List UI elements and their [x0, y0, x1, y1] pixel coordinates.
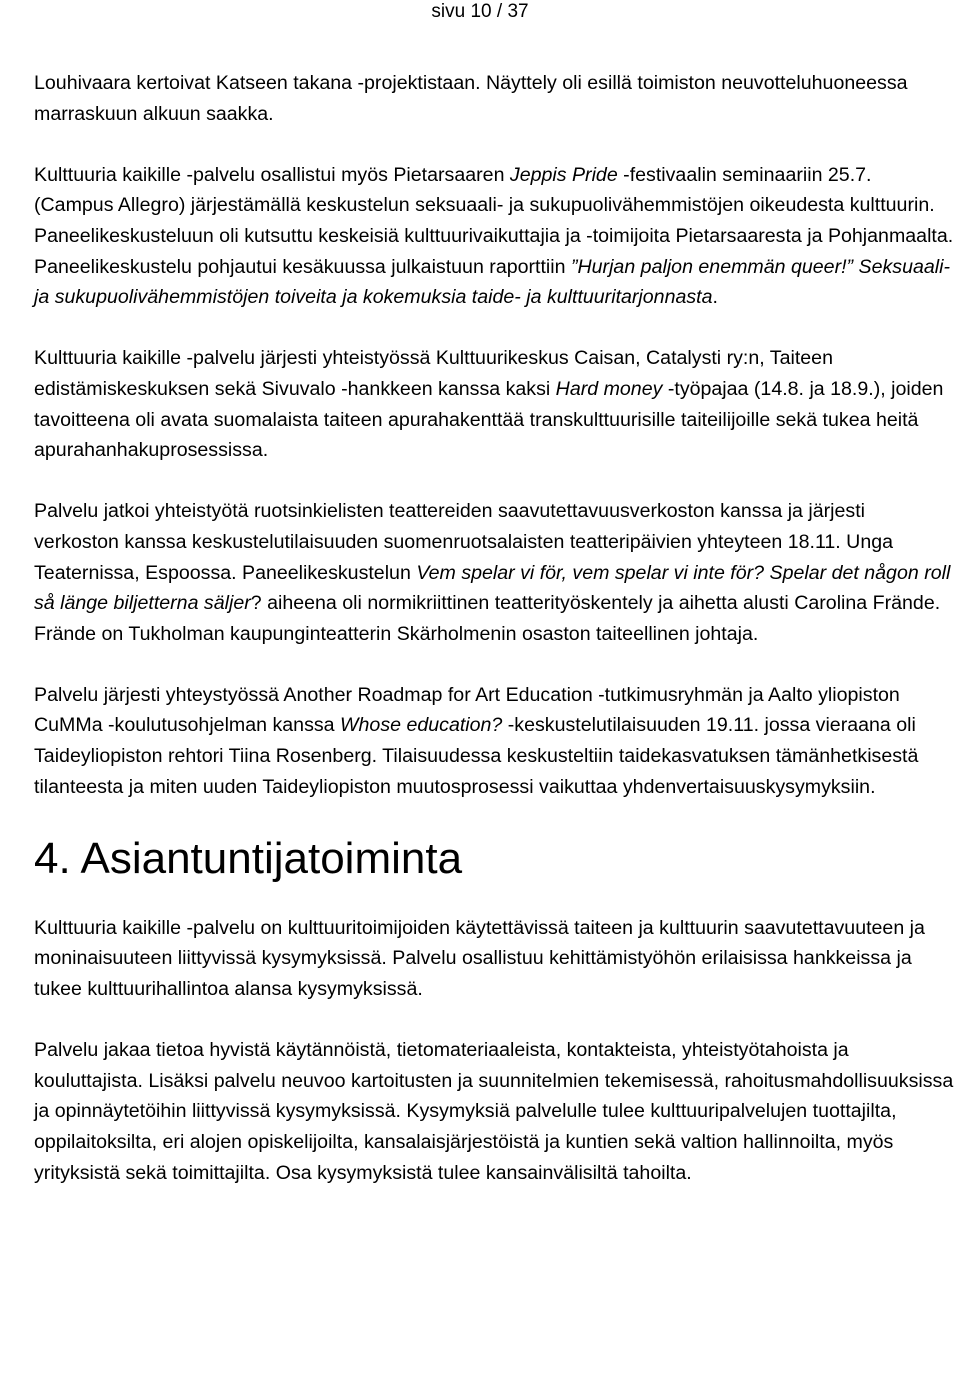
- paragraph-expertise-intro: Kulttuuria kaikille -palvelu on kulttuuritoimijoiden käytettävissä taiteen ja kulttuurin saavutettavuuteen ja moninaisuuteen liittyvissä kysymyksissä. Palvelu osallistuu kehittämistyöhön erilaisissa hankkeissa ja tukee kulttuurihallintoa alansa kysymyksissä.: [34, 916, 925, 1001]
- paragraph-whose-education: [34, 680, 954, 802]
- paragraph-expertise-services: Palvelu jakaa tietoa hyvistä käytännöistä, tietomateriaaleista, kontakteista, yhteistyötahoista ja kouluttajista. Lisäksi palvelu neuvoo kartoitusten ja suunnitelmien tekemisessä, rahoitusmahdollisuuksissa ja opinnäytetöihin liittyvissä kysymyksissä. Kysymyksiä palvelulle tulee kulttuuripalvelujen tuottajilta, oppilaitoksilta, eri alojen opiskelijoilta, kansalaisjärjestöistä ja kuntien sekä valtion hallinnoilta, myös yrityksistä sekä toimittajilta. Osa kysymyksistä tulee kansainvälisiltä tahoilta.: [34, 1039, 954, 1184]
- paragraph-text: ? aiheena oli normikriittinen teatterityöskentely ja aihetta alusti Carolina Frände. Frände on Tukholman kaupunginteatterin Skärholmenin osaston taiteellinen johtaja.: [34, 592, 941, 645]
- paragraph-text: Kulttuuria kaikille -palvelu osallistui myös Pietarsaaren: [34, 163, 510, 186]
- paragraph-text: .: [712, 286, 718, 309]
- event-title: Whose education?: [340, 714, 503, 737]
- panel-title: Vem spelar vi för, vem spelar vi inte för? Spelar det någon roll så länge biljetterna säljer: [34, 561, 951, 615]
- paragraph-exhibition: [34, 68, 954, 129]
- festival-name: Jeppis Pride: [509, 163, 618, 186]
- section-heading: 4. Asiantuntijatoiminta: [34, 833, 463, 883]
- paragraph-jeppis-pride: [34, 160, 954, 313]
- paragraph-text: Palvelu jatkoi yhteistyötä ruotsinkielisten teattereiden saavutettavuusverkoston kanssa ja järjesti verkoston kanssa keskustelutilaisuuden suomenruotsalaisten teatteripäivien yhteyteen 18.11. Unga Teaternissa, Espoossa. Paneelikeskustelun: [34, 500, 894, 584]
- paragraph-text: -keskustelutilaisuuden 19.11. jossa vieraana oli Taideyliopiston rehtori Tiina Rosenberg. Tilaisuudessa keskusteltiin taidekasvatuksen tämänhetkisestä tilanteesta ja miten uuden Taideyliopiston muutosprosessi vaikuttaa yhdenvertaisuuskysymyksiin.: [34, 714, 919, 798]
- paragraph-text: Louhivaara kertoivat Katseen takana -projektistaan. Näyttely oli esillä toimiston neuvotteluhuoneessa marraskuun alkuun saakka.: [34, 72, 908, 125]
- paragraph-text: Palvelu järjesti yhteystyössä Another Roadmap for Art Education -tutkimusryhmän ja Aalto yliopiston CuMMa -koulutusohjelman kanssa: [34, 683, 900, 737]
- paragraph-text: -työpajaa (14.8. ja 18.9.), joiden tavoitteena oli avata suomalaista taiteen apurahakenttää transkulttuurisille taiteilijoille sekä tukea heitä apurahanhakuprosessissa.: [34, 377, 944, 462]
- page-number: sivu 10 / 37: [431, 1, 529, 22]
- paragraph-text: -festivaalin seminaariin 25.7. (Campus Allegro) järjestämällä keskustelun seksuaali- ja sukupuolivähemmistöjen oikeudesta kulttuurin. Paneelikeskusteluun oli kutsuttu keskeisiä kulttuurivaikuttajia ja -toimijoita Pietarsaaresta ja Pohjanmaalta. Paneelikeskustelu pohjautui kesäkuussa julkaistuun raporttiin: [34, 163, 954, 278]
- document-body: [34, 68, 954, 1219]
- paragraph-hard-money: [34, 343, 954, 465]
- report-title: ”Hurjan paljon enemmän queer!” Seksuaali- ja sukupuolivähemmistöjen toiveita ja kokemuksia taide- ja kulttuuritarjonnasta: [34, 255, 950, 309]
- paragraph-text: Kulttuuria kaikille -palvelu järjesti yhteistyössä Kulttuurikeskus Caisan, Catalysti ry:n, Taiteen edistämiskeskuksen sekä Sivuvalo -hankkeen kanssa kaksi: [34, 347, 833, 400]
- paragraph-theatre-network: [34, 496, 954, 649]
- workshop-name: Hard money: [555, 377, 663, 400]
